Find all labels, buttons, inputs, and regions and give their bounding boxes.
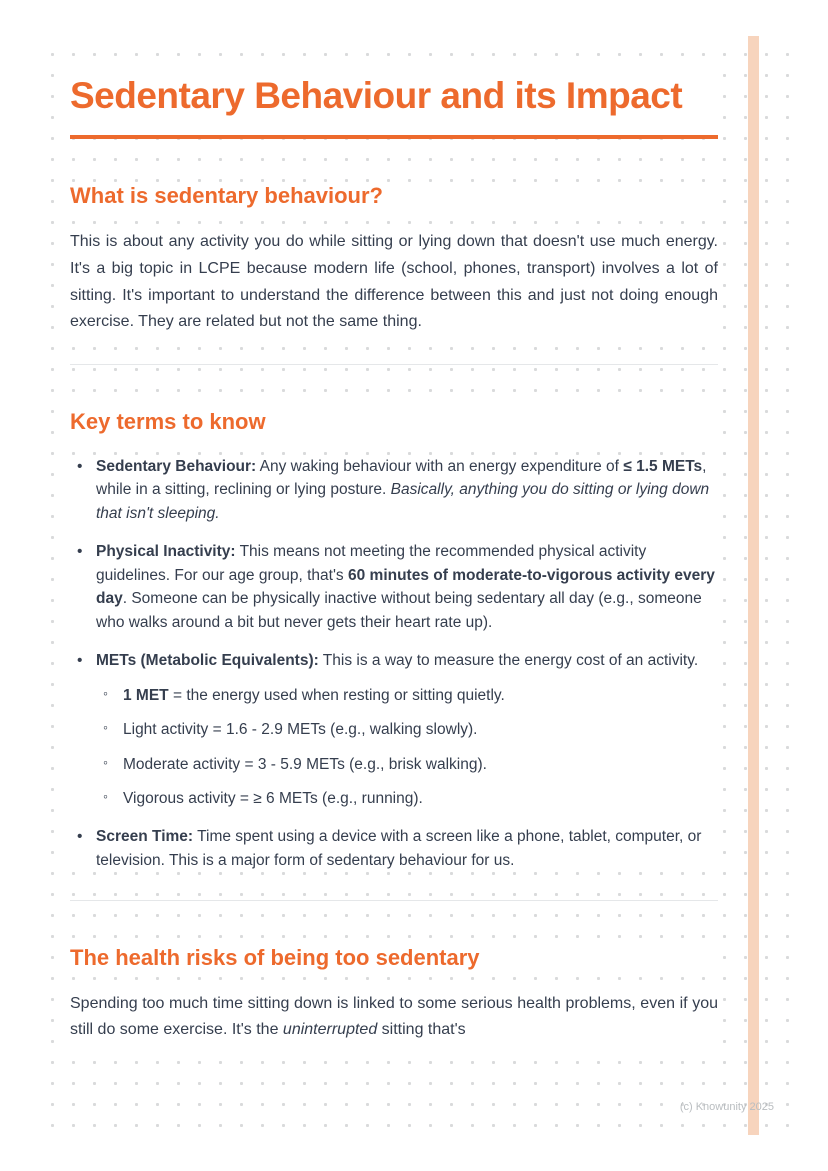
sub-list-item-light-activity	[96, 718, 718, 741]
footer-credit: (c) Knowunity 2025	[679, 1101, 774, 1113]
title-rule	[70, 135, 718, 139]
list-item-mets	[70, 649, 718, 810]
text-segment: 1 MET	[123, 687, 169, 705]
text-segment: Time spent using a device with a screen like a phone, tablet, computer, or television. This is a major form of sedentary behaviour for us.	[96, 828, 702, 869]
section-heading-key-terms: Key terms to know	[70, 409, 718, 435]
list-item-sedentary-behaviour	[70, 455, 718, 526]
section-heading-what-is: What is sedentary behaviour?	[70, 183, 718, 209]
text-segment: = the energy used when resting or sitting quietly.	[168, 687, 505, 705]
text-segment: Moderate activity = 3 - 5.9 METs (e.g., brisk walking).	[123, 755, 487, 773]
section-divider-2	[70, 900, 718, 901]
text-segment: This is a way to measure the energy cost of an activity.	[318, 652, 699, 670]
list-item-physical-inactivity	[70, 540, 718, 634]
section-heading-health-risks: The health risks of being too sedentary	[70, 945, 718, 971]
paragraph-what-is: This is about any activity you do while sitting or lying down that doesn't use much energy. It's a big topic in LCPE because modern life (school, phones, transport) involves a lot of sitting. It's important to understand the difference between this and just not doing enough exercise. They are related but not the same thing.	[70, 229, 718, 337]
sub-list-item-1met	[96, 684, 718, 707]
text-segment: This means not meeting the recommended physical activity guidelines. For our age group, that's	[96, 543, 647, 584]
section-divider	[70, 364, 718, 365]
list-item-text	[96, 828, 701, 869]
paragraph-health-risks	[70, 991, 718, 1045]
accent-stripe	[748, 36, 759, 1135]
text-segment: Basically, anything you do sitting or lying down that isn't sleeping.	[96, 481, 710, 522]
text-segment: METs (Metabolic Equivalents):	[96, 652, 319, 670]
sub-list-item-text	[123, 721, 477, 738]
text-segment: Spending too much time sitting down is linked to some serious health problems, even if you still do some exercise. It's the	[70, 994, 718, 1039]
text-segment: Light activity = 1.6 - 2.9 METs (e.g., walking slowly).	[123, 721, 478, 739]
text-segment: 60 minutes of moderate-to-vigorous activity every day	[96, 566, 715, 608]
dotted-paper-background	[36, 36, 792, 1135]
text-segment: Any waking behaviour with an energy expenditure of	[256, 457, 624, 475]
sub-list-item-vigorous-activity	[96, 787, 718, 810]
sub-list-item-text	[123, 687, 505, 704]
text-segment: Vigorous activity = ≥ 6 METs (e.g., running).	[123, 789, 423, 807]
text-segment: Sedentary Behaviour:	[96, 457, 257, 475]
text-segment: ≤ 1.5 METs	[623, 457, 703, 475]
text-segment: Screen Time:	[96, 828, 194, 846]
page-title: Sedentary Behaviour and its Impact	[70, 72, 718, 119]
sub-list-item-moderate-activity	[96, 753, 718, 776]
text-segment: Physical Inactivity:	[96, 543, 236, 561]
list-item-text	[96, 543, 715, 631]
list-item-text	[96, 458, 709, 522]
key-terms-list	[70, 455, 718, 872]
text-segment: . Someone can be physically inactive without being sedentary all day (e.g., someone who walks around a bit but never gets their heart rate up).	[96, 590, 702, 631]
text-segment: uninterrupted	[282, 1021, 378, 1039]
sub-list-item-text	[123, 756, 487, 773]
mets-sub-list	[96, 684, 718, 810]
list-item-screen-time	[70, 825, 718, 872]
list-item-text	[96, 652, 698, 669]
text-segment: , while in a sitting, reclining or lying posture.	[96, 457, 707, 499]
text-segment: sitting that's	[377, 1021, 466, 1039]
sub-list-item-text	[123, 790, 423, 807]
document-content	[70, 36, 718, 1044]
